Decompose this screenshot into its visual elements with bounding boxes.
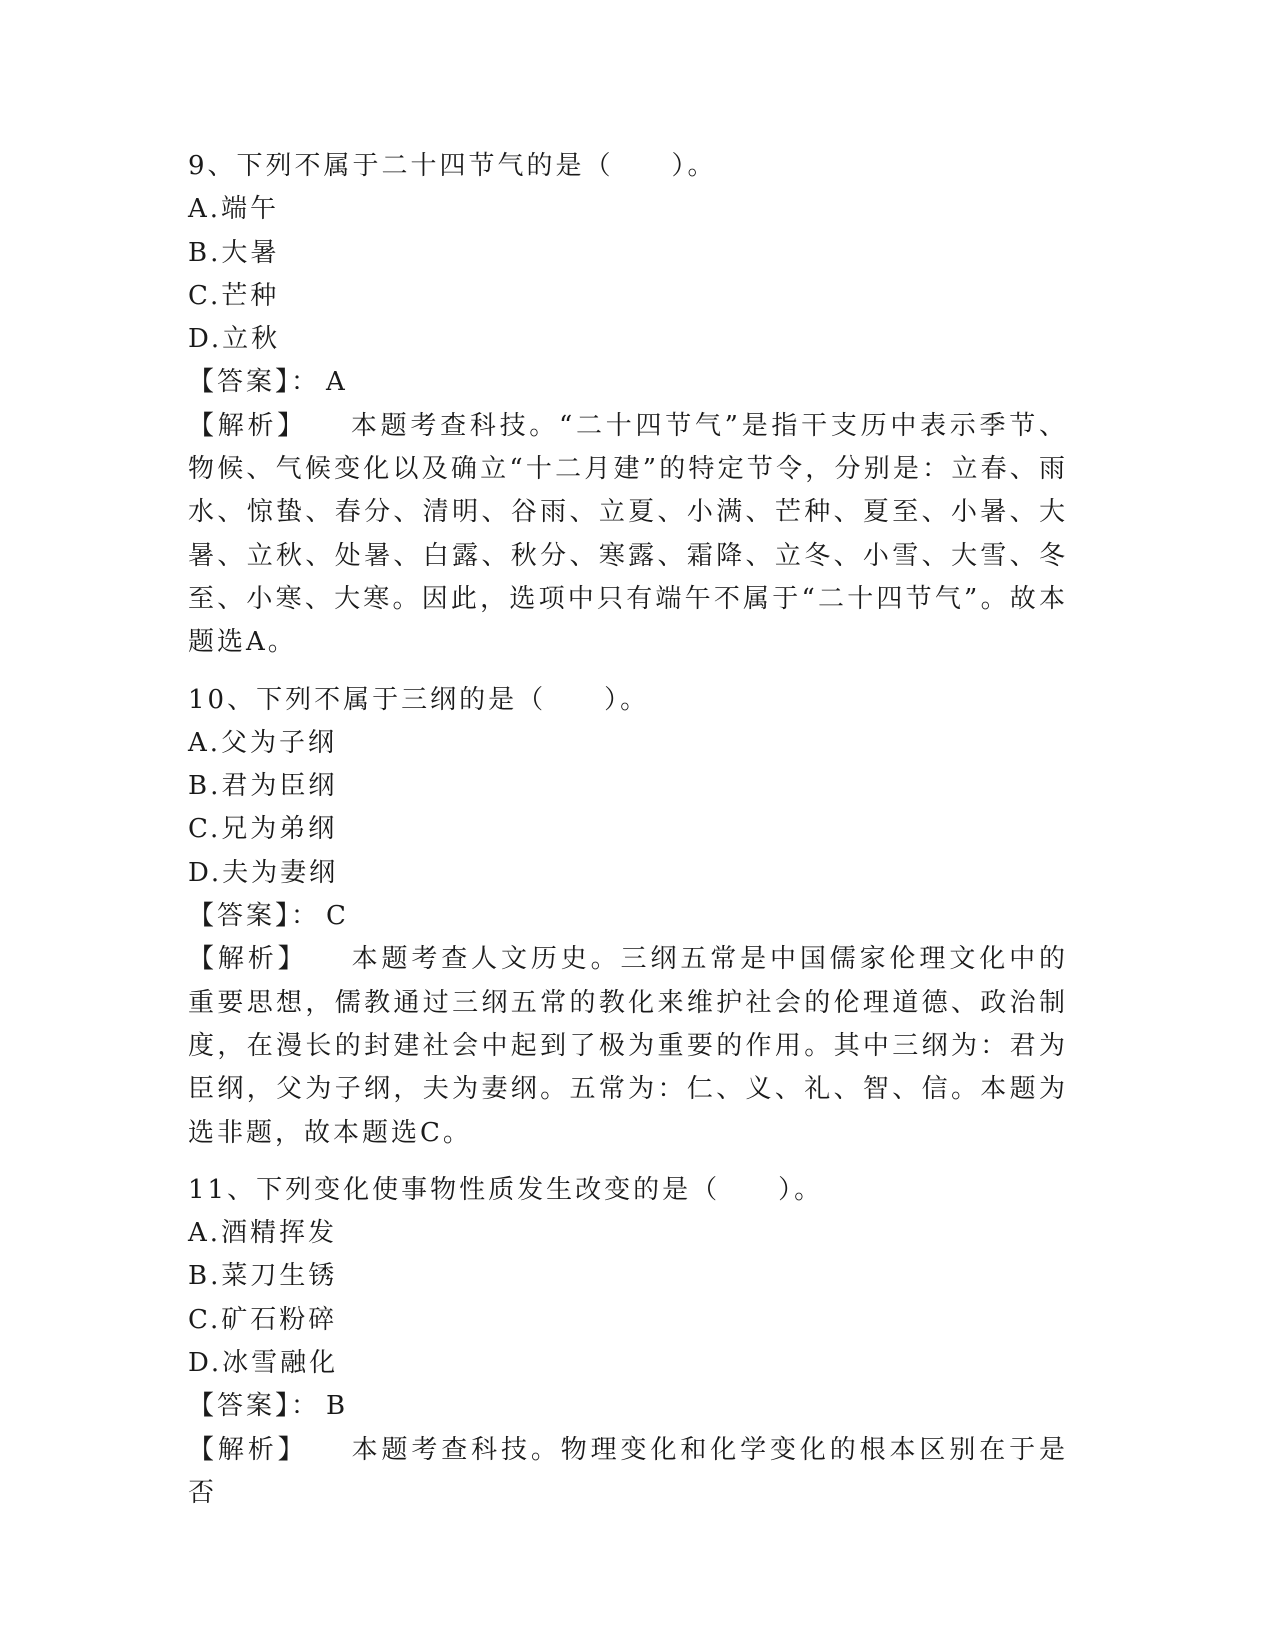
- option-d: D.冰雪融化: [188, 1348, 339, 1379]
- analysis-text: 本题考查科技。“二十四节气”是指干支历中表示季节、物候、气候变化以及确立“十二月建”的特定节令，分别是：立春、雨水、惊蛰、春分、清明、谷雨、立夏、小满、芒种、夏至、小暑、大暑、立秋、处暑、白露、秋分、寒露、霜降、立冬、小雪、大雪、冬至、小寒、大寒。因此，选项中只有端午不属于“二十四节气”。故本题选A。: [188, 410, 1068, 658]
- question-stem: 11、下列变化使事物性质发生改变的是（ ）。: [188, 1174, 824, 1205]
- option-b: B.大暑: [188, 237, 280, 268]
- analysis-label: 【解析】: [188, 944, 308, 975]
- option-a: A.酒精挥发: [188, 1218, 338, 1249]
- option-a: A.父为子纲: [188, 727, 338, 758]
- question-11: [188, 1169, 1068, 1515]
- answer-line: [188, 895, 1068, 938]
- question-9: [188, 145, 1068, 665]
- answer-label: 【答案】：: [188, 367, 321, 398]
- answer-label: 【答案】：: [188, 1391, 321, 1422]
- question-10: [188, 679, 1068, 1155]
- answer-line: [188, 361, 1068, 404]
- option-c: C.芒种: [188, 280, 280, 311]
- analysis-text: 本题考查科技。物理变化和化学变化的根本区别在于是否: [188, 1434, 1068, 1508]
- answer-value: A: [326, 367, 348, 398]
- analysis-label: 【解析】: [188, 1434, 308, 1465]
- question-stem: 10、下列不属于三纲的是（ ）。: [188, 684, 650, 715]
- option-d: D.立秋: [188, 324, 281, 355]
- option-b: B.菜刀生锈: [188, 1261, 338, 1292]
- answer-line: [188, 1385, 1068, 1428]
- analysis-label: 【解析】: [188, 410, 307, 441]
- analysis: [188, 405, 1068, 665]
- option-d: D.夫为妻纲: [188, 857, 339, 888]
- option-b: B.君为臣纲: [188, 771, 338, 802]
- answer-label: 【答案】：: [188, 901, 321, 932]
- answer-value: C: [326, 901, 349, 932]
- analysis: [188, 938, 1068, 1154]
- option-c: C.兄为弟纲: [188, 814, 338, 845]
- document-page: [188, 145, 1068, 1529]
- analysis-text: 本题考查人文历史。三纲五常是中国儒家伦理文化中的重要思想，儒教通过三纲五常的教化来维护社会的伦理道德、政治制度，在漫长的封建社会中起到了极为重要的作用。其中三纲为：君为臣纲，父为子纲，夫为妻纲。五常为：仁、义、礼、智、信。本题为选非题，故本题选C。: [188, 944, 1068, 1148]
- question-stem: 9、下列不属于二十四节气的是（ ）。: [188, 151, 717, 181]
- option-a: A.端午: [188, 194, 280, 225]
- option-c: C.矿石粉碎: [188, 1304, 338, 1335]
- analysis: [188, 1429, 1068, 1516]
- answer-value: B: [326, 1391, 349, 1422]
